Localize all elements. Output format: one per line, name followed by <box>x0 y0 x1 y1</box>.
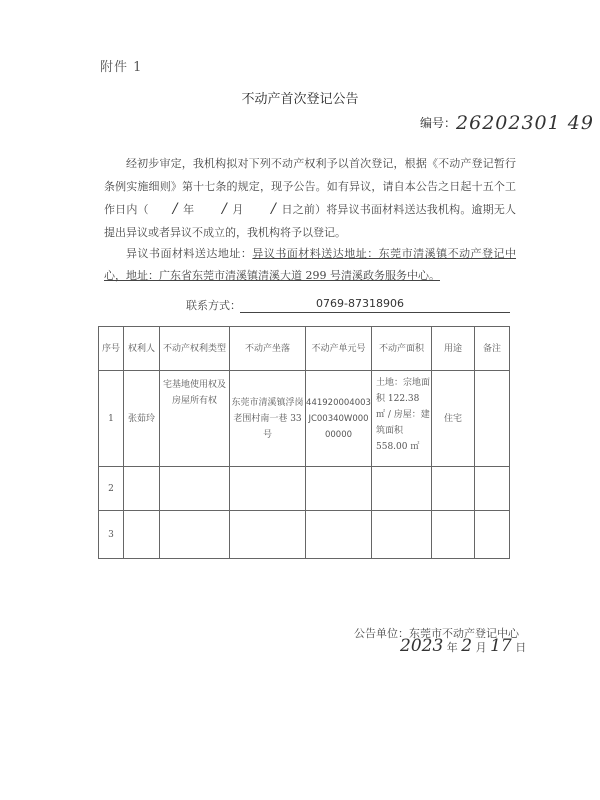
cell-location <box>230 467 306 511</box>
table-header-row <box>99 327 510 371</box>
notice-paragraph <box>104 153 516 244</box>
notice-number <box>420 110 594 132</box>
cell-no: 1 <box>99 371 124 467</box>
registration-table <box>98 326 510 559</box>
table-row <box>99 511 510 559</box>
col-header-location: 不动产坐落 <box>230 327 306 371</box>
notice-number-handwritten: 26202301 49 <box>456 112 594 134</box>
table-row <box>99 371 510 467</box>
cell-holder: 张茹玲 <box>124 371 160 467</box>
col-header-use: 用途 <box>432 327 475 371</box>
cell-remark <box>475 467 510 511</box>
contact-phone: 0769-87318906 <box>316 297 404 310</box>
date-year-suffix: 年 <box>443 641 462 654</box>
attachment-label: 附件 1 <box>100 60 143 75</box>
document-title: 不动产首次登记公告 <box>241 92 359 107</box>
col-header-holder: 权利人 <box>124 327 160 371</box>
col-header-right-type: 不动产权利类型 <box>160 327 230 371</box>
cell-area: 土地：宗地面积 122.38 ㎡ / 房屋：建筑面积 558.00 ㎡ <box>372 371 432 467</box>
cell-holder <box>124 511 160 559</box>
cell-remark <box>475 371 510 467</box>
cell-holder <box>124 467 160 511</box>
date-month-handwritten: 2 <box>461 636 473 656</box>
para1-text-b: 年 <box>179 203 198 216</box>
date-year-handwritten: 2023 <box>400 636 444 656</box>
table-row <box>99 467 510 511</box>
para1-hand-year: / <box>172 201 178 217</box>
publisher-line: 公告单位：东莞市不动产登记中心 <box>354 627 519 640</box>
col-header-remark: 备注 <box>475 327 510 371</box>
cell-unit-no <box>306 511 372 559</box>
date-month-suffix: 月 <box>472 641 491 654</box>
para1-text-a: 经初步审定，我机构拟对下列不动产权利予以首次登记，根据《不动产登记暂行条例实施细则》第十七条的规定，现予公告。如有异议，请自本公告之日起十五个工作日内（ <box>104 157 516 216</box>
objection-address-underlined: 异议书面材料送达地址：东莞市清溪镇不动产登记中心，地址：广东省东莞市清溪镇清溪大道 299 号清溪政务服务中心。 <box>104 247 517 282</box>
cell-use <box>432 467 475 511</box>
col-header-no: 序号 <box>99 327 124 371</box>
contact-underline <box>240 312 510 313</box>
col-header-unit-no: 不动产单元号 <box>306 327 372 371</box>
cell-unit-no <box>306 467 372 511</box>
para1-hand-month: / <box>221 201 227 217</box>
objection-address-paragraph <box>104 243 516 287</box>
cell-area <box>372 467 432 511</box>
cell-right-type <box>160 511 230 559</box>
para1-hand-day: / <box>271 201 276 217</box>
cell-use <box>432 511 475 559</box>
cell-right-type <box>160 467 230 511</box>
para1-text-c: 月 <box>228 203 248 216</box>
signing-date <box>400 636 526 656</box>
col-header-area: 不动产面积 <box>372 327 432 371</box>
cell-location <box>230 511 306 559</box>
cell-remark <box>475 511 510 559</box>
contact-label: 联系方式： <box>186 299 241 312</box>
cell-unit-no: 441920004003JC00340W00000000 <box>306 371 372 467</box>
date-day-handwritten: 17 <box>490 636 512 656</box>
cell-no: 3 <box>99 511 124 559</box>
notice-number-label: 编号： <box>420 116 457 130</box>
para1-text-d: 日之前）将异议书面材料送达我机构。逾期无人提出异议或者异议不成立的，我机构将予以登记。 <box>104 203 517 239</box>
cell-location: 东莞市清溪镇浮岗老围村南一巷 33 号 <box>230 371 306 467</box>
cell-use: 住宅 <box>432 371 475 467</box>
date-day-suffix: 日 <box>511 641 527 654</box>
objection-address-prefix: 异议书面材料送达地址： <box>126 247 253 260</box>
cell-no: 2 <box>99 467 124 511</box>
cell-area <box>372 511 432 559</box>
cell-right-type: 宅基地使用权及房屋所有权 <box>160 371 230 467</box>
